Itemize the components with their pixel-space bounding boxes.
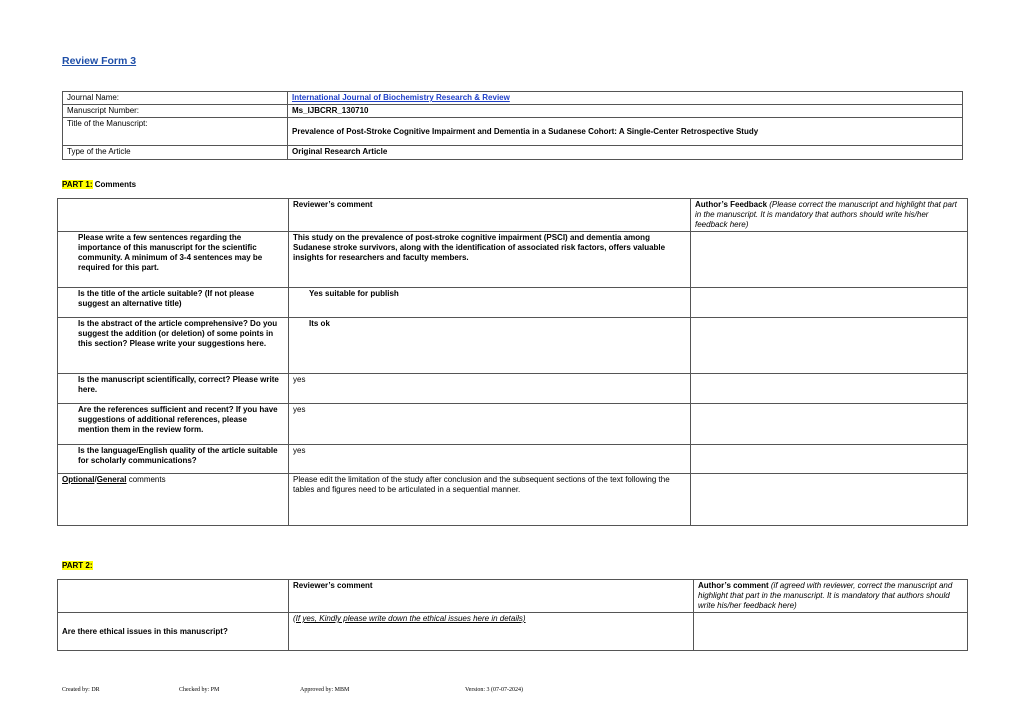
part1-label: PART 1: [62,180,93,189]
manuscript-title-value: Prevalence of Post-Stroke Cognitive Impairment and Dementia in a Sudanese Cohort: A Single-Center Retrospective Study [288,118,963,146]
article-type-row [63,146,963,160]
question-cell: Is the manuscript scientifically, correct? Please write here. [58,374,289,404]
part2-ethics-table [57,579,968,651]
article-type-label: Type of the Article [63,146,288,160]
ethics-author-cell[interactable] [694,613,968,651]
author-feedback-cell[interactable] [691,288,968,318]
author-feedback-cell[interactable] [691,232,968,288]
footer-version: Version: 3 (07-07-2024) [465,687,523,693]
part2-header-empty [58,580,289,613]
reviewer-comment-cell[interactable]: yes [289,374,691,404]
ethics-question: Are there ethical issues in this manuscript? [58,613,289,651]
part2-label: PART 2: [62,561,93,570]
reviewer-comment-cell[interactable]: This study on the prevalence of post-stroke cognitive impairment (PSCI) and dementia among Sudanese stroke survivors, along with the identification of associated risk factors, offers valuable insights for researchers and faculty members. [289,232,691,288]
author-feedback-cell[interactable] [691,445,968,474]
part1-heading-rest: Comments [92,180,137,189]
part1-comments-table [57,198,968,526]
part1-header-row [58,199,968,232]
optional-comments-label: Optional/General comments [58,474,289,526]
question-cell: Are the references sufficient and recent? If you have suggestions of additional references, please mention them in the review form. [58,404,289,445]
manuscript-title-row [63,118,963,146]
author-feedback-cell[interactable] [691,474,968,526]
ethics-answer-cell[interactable]: (If yes, Kindly please write down the ethical issues here in details) [289,613,694,651]
table-row [58,445,968,474]
manuscript-info-table [62,91,963,160]
table-row [58,288,968,318]
question-cell: Is the abstract of the article comprehensive? Do you suggest the addition (or deletion) of some points in this section? Please write your suggestions here. [58,318,289,374]
part2-heading [62,561,93,570]
part2-reviewer-header: Reviewer’s comment [289,580,694,613]
table-row [58,318,968,374]
optional-comment-cell[interactable]: Please edit the limitation of the study after conclusion and the subsequent sections of the text following the tables and figures need to be articulated in a sequential manner. [289,474,691,526]
ethics-row [58,613,968,651]
table-row [58,232,968,288]
manuscript-number-row [63,105,963,118]
table-row [58,374,968,404]
footer-checked: Checked by: PM [179,687,220,693]
part2-header-row [58,580,968,613]
part1-header-empty [58,199,289,232]
reviewer-comment-header: Reviewer’s comment [289,199,691,232]
part2-author-header: Author’s comment (if agreed with reviewer, correct the manuscript and highlight that part in the manuscript. It is mandatory that authors should write his/her feedback here) [694,580,968,613]
journal-row [63,92,963,105]
question-cell: Is the language/English quality of the article suitable for scholarly communications? [58,445,289,474]
author-feedback-cell[interactable] [691,374,968,404]
form-title: Review Form 3 [62,55,137,67]
footer-created: Created by: DR [62,687,100,693]
reviewer-comment-cell[interactable]: yes [289,445,691,474]
footer-approved: Approved by: MBM [300,687,350,693]
journal-label: Journal Name: [63,92,288,105]
author-feedback-cell[interactable] [691,318,968,374]
manuscript-number-value: Ms_IJBCRR_130710 [288,105,963,118]
reviewer-comment-cell[interactable]: Its ok [289,318,691,374]
author-feedback-cell[interactable] [691,404,968,445]
optional-comments-row [58,474,968,526]
table-row [58,404,968,445]
reviewer-comment-cell[interactable]: yes [289,404,691,445]
author-feedback-header: Author’s Feedback (Please correct the manuscript and highlight that part in the manuscript. It is mandatory that authors should write his/her feedback here) [691,199,968,232]
article-type-value: Original Research Article [288,146,963,160]
journal-name-link[interactable]: International Journal of Biochemistry Research & Review [292,93,510,102]
part1-heading [62,180,136,189]
question-cell: Please write a few sentences regarding the importance of this manuscript for the scientific community. A minimum of 3-4 sentences may be required for this part. [58,232,289,288]
question-cell: Is the title of the article suitable? (If not please suggest an alternative title) [58,288,289,318]
manuscript-title-label: Title of the Manuscript: [63,118,288,146]
reviewer-comment-cell[interactable]: Yes suitable for publish [289,288,691,318]
manuscript-number-label: Manuscript Number: [63,105,288,118]
